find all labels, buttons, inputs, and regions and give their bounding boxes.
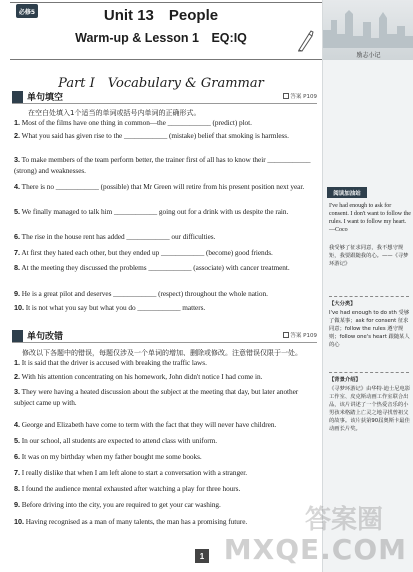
- answer-ref-text: 答案 P109: [290, 94, 317, 100]
- question-number: 2.: [14, 131, 20, 140]
- question-item: [14, 387, 319, 408]
- question-number: 3.: [14, 387, 20, 396]
- answer-reference: [283, 331, 317, 339]
- lesson-title: Warm-up & Lesson 1 EQ:IQ: [75, 31, 247, 45]
- question-number: 10.: [14, 517, 24, 526]
- question-item: [14, 452, 319, 463]
- section-marker-icon: [12, 91, 23, 103]
- question-text: The rise in the house rent has added ____________ our difficulties.: [21, 232, 216, 241]
- question-text: George and Elizabeth have come to term with the fact that they will never have children.: [21, 420, 277, 429]
- question-item: [14, 517, 319, 528]
- chapter-tag: 必修5: [16, 4, 38, 18]
- answer-box-icon: [283, 332, 289, 338]
- question-text: Having recognised as a man of many talents, the man has a promising future.: [25, 517, 248, 526]
- question-item: [14, 248, 319, 259]
- question-number: 1.: [14, 118, 20, 127]
- city-skyline-icon: [323, 0, 413, 48]
- question-item: [14, 289, 319, 300]
- question-number: 9.: [14, 289, 20, 298]
- watermark-url: MXQE.COM: [223, 533, 407, 566]
- question-number: 4.: [14, 182, 20, 191]
- question-text: It is said that the driver is accused with breaking the traffic laws.: [21, 358, 207, 367]
- question-number: 3.: [14, 155, 20, 164]
- sidebar-section-tag: 阅读加油站: [327, 187, 367, 198]
- question-text: It is not what you say but what you do ____________ matters.: [25, 303, 206, 312]
- answer-ref-text: 答案 P109: [290, 333, 317, 339]
- question-item: [14, 372, 319, 383]
- watermark-text: 答案圈: [304, 505, 383, 535]
- question-text: What you said has given rise to the ____________ (mistake) belief that smoking is harmless.: [21, 131, 289, 140]
- sidebar: [322, 0, 413, 572]
- question-item: [14, 232, 319, 243]
- question-number: 6.: [14, 452, 20, 461]
- question-number: 8.: [14, 484, 20, 493]
- page-number: 1: [195, 549, 209, 563]
- question-text: In our school, all students are expected to attend class with uniform.: [21, 436, 218, 445]
- question-text: At first they hated each other, but they ended up ____________ (become) good friends.: [21, 248, 273, 257]
- question-item: [14, 131, 319, 142]
- sidebar-quote-cn: 我受够了征求同意，我不想守规矩，我要跟随我的心。——《寻梦环游记》: [329, 245, 409, 267]
- question-number: 7.: [14, 468, 20, 477]
- sidebar-divider: [329, 372, 409, 373]
- question-text: At the meeting they discussed the problems ____________ (associate) with cancer treatment.: [21, 263, 290, 272]
- question-item: [14, 358, 319, 369]
- section-header-fill-in: [12, 90, 317, 104]
- question-number: 6.: [14, 232, 20, 241]
- question-item: [14, 118, 319, 129]
- question-text: Before driving into the city, you are required to get your car washing.: [21, 500, 221, 509]
- section-marker-icon: [12, 330, 23, 342]
- question-item: [14, 484, 319, 495]
- section-title: 单句改错: [27, 332, 64, 342]
- question-item: [14, 155, 319, 176]
- question-item: [14, 500, 319, 511]
- question-text: We finally managed to talk him ____________ going out for a drink with us despite the rain.: [21, 207, 289, 216]
- question-number: 9.: [14, 500, 20, 509]
- sidebar-image-caption: 励志小记: [356, 52, 381, 59]
- question-text: He is a great pilot and deserves ____________ (respect) throughout the whole nation.: [21, 289, 268, 298]
- question-number: 8.: [14, 263, 20, 272]
- question-text: To make members of the team perform better, the trainer first of all has to know their ____________ (strong) and weaknesses.: [14, 155, 311, 175]
- sidebar-background: 《寻梦环游记》由华特·迪士尼电影工作室、皮克斯动画工作室联合出品，该片讲述了一个热爱音乐的小男孩米格踏上亡灵之地寻找曾祖父的故事。该片获第90届奥斯卡最佳动画长片奖。: [329, 386, 411, 432]
- section-instruction: 在空白处填入1个适当的单词或括号内单词的正确形式。: [28, 109, 201, 117]
- sidebar-quote-en: I've had enough to ask for consent. I don't want to follow the rules. I want to follow my heart. —Coco: [329, 203, 411, 233]
- question-number: 5.: [14, 207, 20, 216]
- question-number: 5.: [14, 436, 20, 445]
- sidebar-divider: [329, 296, 409, 297]
- part-title: Part Ⅰ Vocabulary & Grammar: [58, 76, 264, 91]
- question-item: [14, 303, 319, 314]
- answer-box-icon: [283, 93, 289, 99]
- answer-reference: [283, 92, 317, 100]
- sidebar-bg-head: 【背景介绍】: [329, 377, 361, 383]
- question-text: There is no ____________ (possible) that Mr Green will retire from his present position next year.: [21, 182, 305, 191]
- question-number: 2.: [14, 372, 20, 381]
- question-number: 4.: [14, 420, 20, 429]
- question-item: [14, 420, 319, 431]
- section-header-error-correction: [12, 329, 317, 343]
- question-item: [14, 263, 319, 274]
- section-title: 单句填空: [27, 93, 64, 103]
- sidebar-vocab: I've had enough to do sth 受够了做某事；ask for consent 征求同意；follow the rules 遵守规则；follow one's heart 跟随某人的心: [329, 310, 410, 348]
- question-text: They were having a heated discussion about the subject at the meeting that day, but later another subject came up with.: [14, 387, 299, 407]
- question-text: I really dislike that when I am left alone to start a conversation with a stranger.: [21, 468, 248, 477]
- question-text: It was on my birthday when my father bought me some books.: [21, 452, 202, 461]
- unit-title: Unit 13 People: [103, 7, 219, 24]
- question-item: [14, 436, 319, 447]
- question-item: [14, 182, 319, 193]
- pen-icon: [296, 30, 314, 52]
- section-instruction: 修改以下各题中的错误，每题仅涉及一个单词的增加、删除或修改。注意错误仅限于一处。: [22, 349, 302, 357]
- question-number: 10.: [14, 303, 24, 312]
- question-text: Most of the films have one thing in common—the ____________ (predict) plot.: [21, 118, 252, 127]
- question-number: 7.: [14, 248, 20, 257]
- question-text: I found the audience mental exhausted after watching a play for three hours.: [21, 484, 241, 493]
- question-item: [14, 207, 319, 218]
- question-item: [14, 468, 319, 479]
- question-number: 1.: [14, 358, 20, 367]
- question-text: With his attention concentrating on his homework, John didn't notice I had come in.: [21, 372, 263, 381]
- sidebar-vocab-head: 【大分类】: [329, 301, 356, 307]
